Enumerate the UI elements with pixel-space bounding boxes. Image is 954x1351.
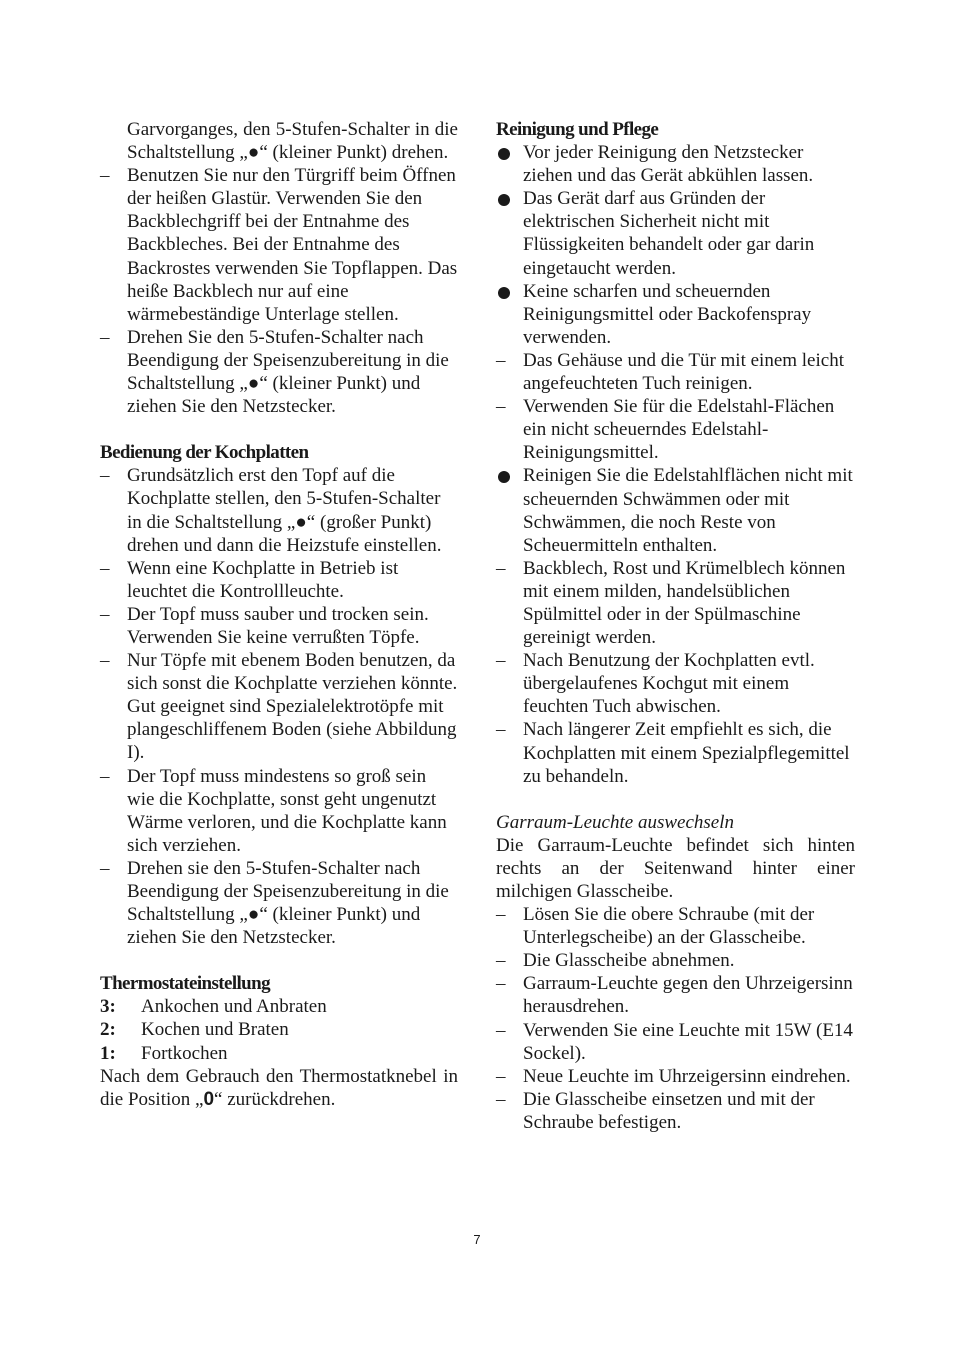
list-item-text: Vor jeder Reinigung den Netzstecker ziehen und das Gerät abkühlen lassen. [523,142,814,187]
list-item-text: Keine scharfen und scheuernden Reinigungsmittel oder Backofenspray verwenden. [523,280,812,348]
list-item-text: Der Topf muss sauber und trocken sein. Verwenden Sie keine verrußten Töpfe. [127,603,429,648]
list-item-text: Drehen Sie den 5-Stufen-Schalter nach Beendigung der Speisenzubereitung in die Schaltstellung „●“ (kleiner Punkt) und ziehen Sie den Netzstecker. [127,326,449,418]
list-item [496,464,855,556]
thermostat-row [100,1042,458,1065]
dash-marker: – [496,557,506,579]
list-item: – Die Glasscheibe einsetzen und mit der Schraube befestigen. [496,1088,815,1133]
list-item: – Der Topf muss mindestens so groß sein wie die Kochplatte, sonst geht ungenutzt Wärme verloren, und die Kochplatte kann sich verziehen. [100,765,447,856]
list-item [496,187,855,279]
thermostat-zero: 0 [203,1088,215,1110]
list-item: – Drehen sie den 5-Stufen-Schalter nach Beendigung der Speisenzubereitung in die Schaltstellung „●“ (kleiner Punkt) und ziehen Sie den Netzstecker. [100,857,449,949]
list-item [496,141,855,187]
thermostat-text: Kochen und Braten [141,1019,289,1041]
list-item: – Verwenden Sie eine Leuchte mit 15W (E14 Sockel). [496,1019,853,1064]
list-item [496,649,855,718]
thermostat-note-text: Nach dem Gebrauch den Thermostatknebel in die Position „ [100,1065,458,1110]
thermostat-level: 1: [100,1042,116,1064]
list-item: – Neue Leuchte im Uhrzeigersinn eindrehen. [496,1065,851,1087]
list-item [496,349,855,395]
list-item-text: Drehen sie den 5-Stufen-Schalter nach Beendigung der Speisenzubereitung in die Schaltstellung „●“ (kleiner Punkt) und ziehen Sie den Netzstecker. [127,857,449,949]
list-item-text: Garraum-Leuchte gegen den Uhrzeigersinn herausdrehen. [523,973,853,1018]
dash-marker: – [496,650,506,672]
thermostat-row [100,1018,458,1041]
list-item-text: Lösen Sie die obere Schraube (mit der Unterlegscheibe) an der Glasscheibe. [523,904,815,949]
list-item-text: Wenn eine Kochplatte in Betrieb ist leuchtet die Kontrollleuchte. [127,557,399,602]
leuchte-intro: Die Garraum-Leuchte befindet sich hinten rechts an der Seitenwand hinter einer milchigen Glasscheibe. [496,834,855,902]
list-item-text: Nach längerer Zeit empfiehlt es sich, die Kochplatten mit einem Spezialpflegemittel zu behandeln. [523,719,850,787]
leuchte-list [496,903,855,1134]
thermostat-list [100,995,458,1064]
list-item [496,395,855,464]
list-item: – Lösen Sie die obere Schraube (mit der Unterlegscheibe) an der Glasscheibe. [496,904,815,949]
thermostat-text: Fortkochen [141,1042,228,1064]
left-column [100,118,458,1111]
list-item: – Benutzen Sie nur den Türgriff beim Öffnen der heißen Glastür. Verwenden Sie den Backblechgriff bei der Entnahme des Backbleches. Bei der Entnahme des Backrostes verwenden Sie Topflappen. Das heiße Backblech nur auf eine wärmebeständige Unterlage stellen. [100,165,458,325]
thermostat-level: 2: [100,1019,116,1041]
list-item-text: Die Glasscheibe abnehmen. [523,950,735,972]
dash-marker: – [496,349,506,371]
list-item [496,718,855,787]
pflege-heading: Reinigung und Pflege [496,119,659,140]
thermostat-row [100,995,458,1018]
list-item: – Grundsätzlich erst den Topf auf die Kochplatte stellen, den 5-Stufen-Schalter in die Schaltstellung „●“ (großer Punkt) drehen und dann die Heizstufe einstellen. [100,465,442,556]
thermostat-heading: Thermostateinstellung [100,973,271,995]
list-item [496,280,855,349]
list-item: – Der Topf muss sauber und trocken sein. Verwenden Sie keine verrußten Töpfe. [100,603,429,648]
list-item-text: Verwenden Sie für die Edelstahl-Flächen ein nicht scheuerndes Edelstahl-Reinigungsmittel. [523,396,835,464]
kochplatten-heading: Bedienung der Kochplatten [100,442,309,464]
thermostat-level: 3: [100,996,116,1018]
list-item-text: Der Topf muss mindestens so groß sein wie die Kochplatte, sonst geht ungenutzt Wärme verloren, und die Kochplatte kann sich verziehen. [127,765,447,856]
list-item-text: Nur Töpfe mit ebenem Boden benutzen, da sich sonst die Kochplatte verziehen könnte. Gut geeignet sind Spezialelektrotöpfe mit plangeschliffenem Boden (siehe Abbildung I). [127,650,458,764]
thermostat-note-end: “ zurückdrehen. [214,1088,336,1110]
list-item-text: Neue Leuchte im Uhrzeigersinn eindrehen. [523,1065,851,1087]
list-item-text: Reinigen Sie die Edelstahlflächen nicht mit scheuernden Schwämmen oder mit Schwämmen, die noch Reste von Scheuermitteln enthalten. [523,465,853,556]
list-item [496,557,855,649]
list-item: – Nur Töpfe mit ebenem Boden benutzen, da sich sonst die Kochplatte verziehen könnte. Gut geeignet sind Spezialelektrotöpfe mit plangeschliffenem Boden (siehe Abbildung I). [100,650,458,764]
list-item-text: Grundsätzlich erst den Topf auf die Kochplatte stellen, den 5-Stufen-Schalter in die Schaltstellung „●“ (großer Punkt) drehen und dann die Heizstufe einstellen. [127,465,442,556]
list-item-text: Die Glasscheibe einsetzen und mit der Schraube befestigen. [523,1088,815,1133]
intro-list [100,164,458,418]
list-item: – Die Glasscheibe abnehmen. [496,950,735,972]
dash-marker: – [496,719,506,741]
list-item: – Garraum-Leuchte gegen den Uhrzeigersinn herausdrehen. [496,973,853,1018]
thermostat-text: Ankochen und Anbraten [141,996,327,1018]
pflege-list [496,141,855,788]
list-item-text: Nach Benutzung der Kochplatten evtl. übergelaufenes Kochgut mit einem feuchten Tuch abwischen. [523,650,815,718]
kochplatten-list [100,464,458,949]
leuchte-heading: Garraum-Leuchte auswechseln [496,811,734,833]
list-item: – Drehen Sie den 5-Stufen-Schalter nach Beendigung der Speisenzubereitung in die Schaltstellung „●“ (kleiner Punkt) und ziehen Sie den Netzstecker. [100,326,449,418]
intro-continuation: Garvorganges, den 5-Stufen-Schalter in die Schaltstellung „●“ (kleiner Punkt) drehen. [127,119,458,164]
list-item-text: Das Gehäuse und die Tür mit einem leicht angefeuchteten Tuch reinigen. [523,349,844,395]
thermostat-note [100,1065,458,1111]
dash-marker: – [496,396,506,418]
list-item-text: Benutzen Sie nur den Türgriff beim Öffnen der heißen Glastür. Verwenden Sie den Backblechgriff bei der Entnahme des Backbleches. Bei der Entnahme des Backrostes verwenden Sie Topflappen. Das heiße Backblech nur auf eine wärmebeständige Unterlage stellen. [127,165,458,325]
list-item-text: Das Gerät darf aus Gründen der elektrischen Sicherheit nicht mit Flüssigkeiten behandelt oder gar darin eingetaucht werden. [523,188,815,279]
list-item-text: Verwenden Sie eine Leuchte mit 15W (E14 Sockel). [523,1019,853,1064]
page-number: 7 [473,1232,481,1247]
right-column [496,118,855,1134]
list-item-text: Backblech, Rost und Krümelblech können mit einem milden, handelsüblichen Spülmittel oder in der Spülmaschine gereinigt werden. [523,557,846,649]
list-item: – Wenn eine Kochplatte in Betrieb ist leuchtet die Kontrollleuchte. [100,557,399,602]
